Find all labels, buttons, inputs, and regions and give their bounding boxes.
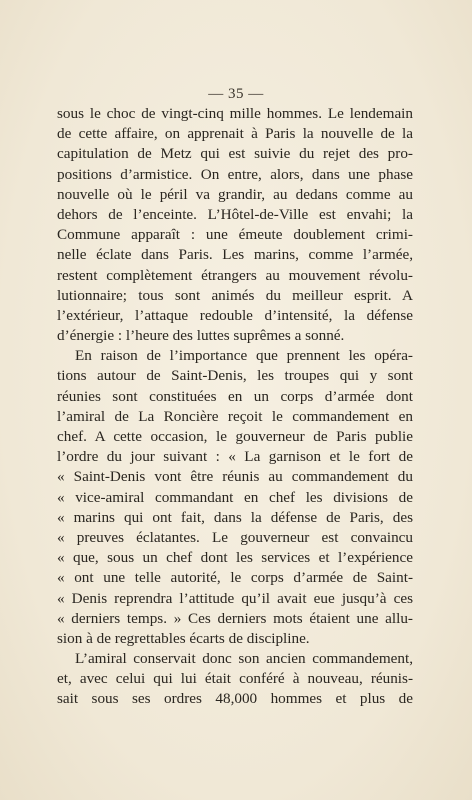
text-line: « preuves éclatantes. Le gouverneur est convaincu (57, 528, 413, 546)
text-line: sion à de regrettables écarts de discipline. (57, 629, 310, 647)
text-line: L’amiral conservait donc son ancien commandement, (75, 650, 413, 668)
text-line: chef. A cette occasion, le gouverneur de Paris publie (57, 428, 413, 445)
text-line: lutionnaire; tous sont animés du meilleur esprit. A (57, 286, 413, 304)
text-line: nelle éclate dans Paris. Les marins, comme l’armée, (57, 246, 413, 264)
text-line: « Denis reprendra l’attitude qu’il avait eue jusqu’à ces (57, 589, 413, 607)
body-text (57, 104, 413, 710)
text-line: « que, sous un chef dont les services et l’expérience (57, 549, 413, 567)
text-line: tions autour de Saint-Denis, les troupes qui y sont (57, 367, 413, 385)
text-line: En raison de l’importance que prennent les opéra- (75, 347, 413, 365)
text-line: l’extérieur, l’attaque redouble d’intensité, la défense (57, 306, 413, 324)
text-line: « marins qui ont fait, dans la défense de Paris, des (57, 508, 413, 526)
text-line: Commune apparaît : une émeute doublement crimi- (57, 226, 413, 244)
text-line: restent complètement étrangers au mouvement révolu- (57, 266, 413, 284)
text-line: dehors de l’enceinte. L’Hôtel-de-Ville est envahi; la (57, 205, 413, 223)
text-line: l’ordre du jour suivant : « La garnison et le fort de (57, 448, 413, 466)
text-line: sous le choc de vingt-cinq mille hommes. Le lendemain (57, 105, 413, 122)
text-line: « ont une telle autorité, le corps d’armée de Saint- (57, 569, 413, 587)
text-line: réunies sont constituées en un corps d’armée dont (57, 387, 413, 405)
text-line: de cette affaire, on apprenait à Paris la nouvelle de la (57, 125, 413, 143)
page-number: — 35 — (208, 86, 264, 102)
text-line: nouvelle où le péril va grandir, au dedans comme au (57, 185, 413, 203)
text-line: et, avec celui qui lui était conféré à nouveau, réunis- (57, 670, 413, 688)
text-line: « derniers temps. » Ces derniers mots étaient une allu- (57, 609, 413, 627)
text-line: capitulation de Metz qui est suivie du rejet des pro- (57, 145, 413, 163)
text-line: « Saint-Denis vont être réunis au commandement du (57, 468, 413, 486)
text-line: positions d’armistice. On entre, alors, dans une phase (57, 165, 413, 183)
text-line: l’amiral de La Roncière reçoit le commandement en (57, 407, 413, 425)
text-line: « vice-amiral commandant en chef les divisions de (57, 488, 413, 506)
text-line: sait sous ses ordres 48,000 hommes et plus de (57, 690, 413, 708)
text-line: d’énergie : l’heure des luttes suprêmes a sonné. (57, 327, 345, 345)
